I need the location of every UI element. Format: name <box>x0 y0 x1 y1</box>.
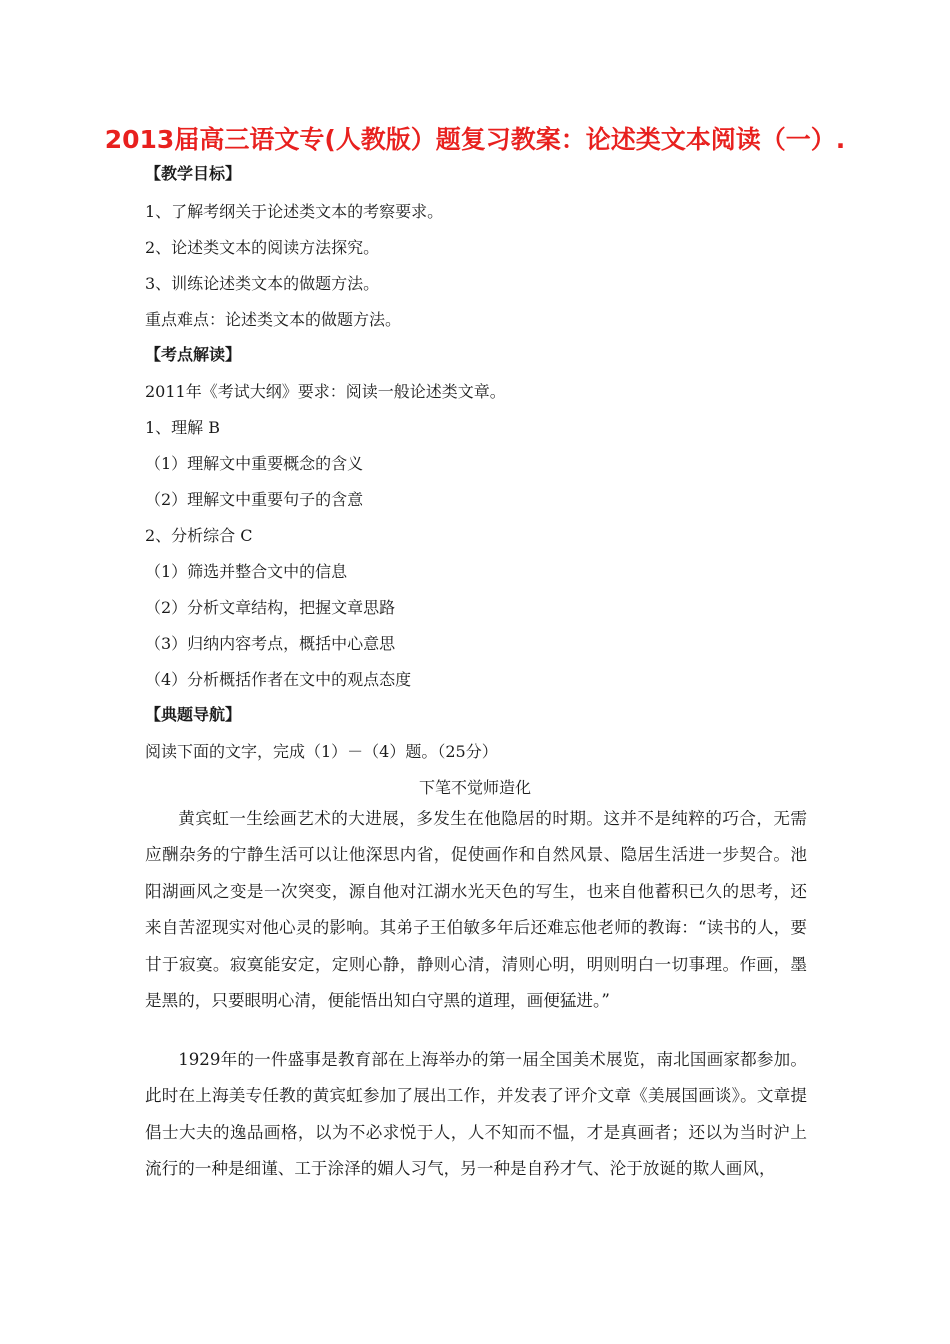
goal-item: 3、训练论述类文本的做题方法。 <box>145 274 380 293</box>
goal-item: 1、了解考纲关于论述类文本的考察要求。 <box>145 202 444 221</box>
exam-point-item: （2）分析文章结构，把握文章思路 <box>145 598 396 617</box>
exam-point-item: （2）理解文中重要句子的含意 <box>145 490 364 509</box>
key-difficulty: 重点难点：论述类文本的做题方法。 <box>145 310 402 329</box>
article-paragraph: 黄宾虹一生绘画艺术的大进展，多发生在他隐居的时期。这并不是纯粹的巧合，无需应酬杂务的宁静生活可以让他深思内省，促使画作和自然风景、隐居生活进一步契合。池阳湖画风之变是一次突变，源自他对江湖水光天色的写生，也来自他蓄积已久的思考，还来自苦涩现实对他心灵的影响。其弟子王伯敏多年后还难忘他老师的教诲：“读书的人，要甘于寂寞。寂寞能安定，定则心静，静则心清，清则心明，明则明白一切事理。作画，墨是黑的，只要眼明心清，便能悟出知白守黑的道理，画便猛进。” <box>145 809 807 1011</box>
section-heading-exam-points: 【考点解读】 <box>145 345 242 364</box>
section-heading-teaching-goals: 【教学目标】 <box>145 164 242 183</box>
article-paragraph: 1929年的一件盛事是教育部在上海举办的第一届全国美术展览，南北国画家都参加。此时在上海美专任教的黄宾虹参加了展出工作，并发表了评介文章《美展国画谈》。文章提倡士大夫的逸品画格，以为不必求悦于人，人不知而不愠，才是真画者；还以为当时沪上流行的一种是细谨、工于涂泽的媚人习气，另一种是自矜才气、沦于放诞的欺人画风， <box>145 1050 807 1179</box>
exam-point-item: （1）理解文中重要概念的含义 <box>145 454 364 473</box>
goal-item: 2、论述类文本的阅读方法探究。 <box>145 238 380 257</box>
document-title: 2013届高三语文专(人教版）题复习教案：论述类文本阅读（一）. <box>104 125 846 154</box>
exam-point-item: （3）归纳内容考点，概括中心意思 <box>145 634 396 653</box>
reading-instruction: 阅读下面的文字，完成（1）－（4）题。（25分） <box>145 742 498 761</box>
article-title: 下笔不觉师造化 <box>418 778 531 797</box>
exam-point-item: （4）分析概括作者在文中的观点态度 <box>145 670 412 689</box>
exam-point-item: 2、分析综合 C <box>145 526 253 545</box>
exam-point-item: 1、理解 B <box>145 418 221 437</box>
section-heading-example: 【典题导航】 <box>145 705 242 724</box>
exam-point-item: 2011年《考试大纲》要求：阅读一般论述类文章。 <box>145 382 506 401</box>
exam-point-item: （1）筛选并整合文中的信息 <box>145 562 348 581</box>
